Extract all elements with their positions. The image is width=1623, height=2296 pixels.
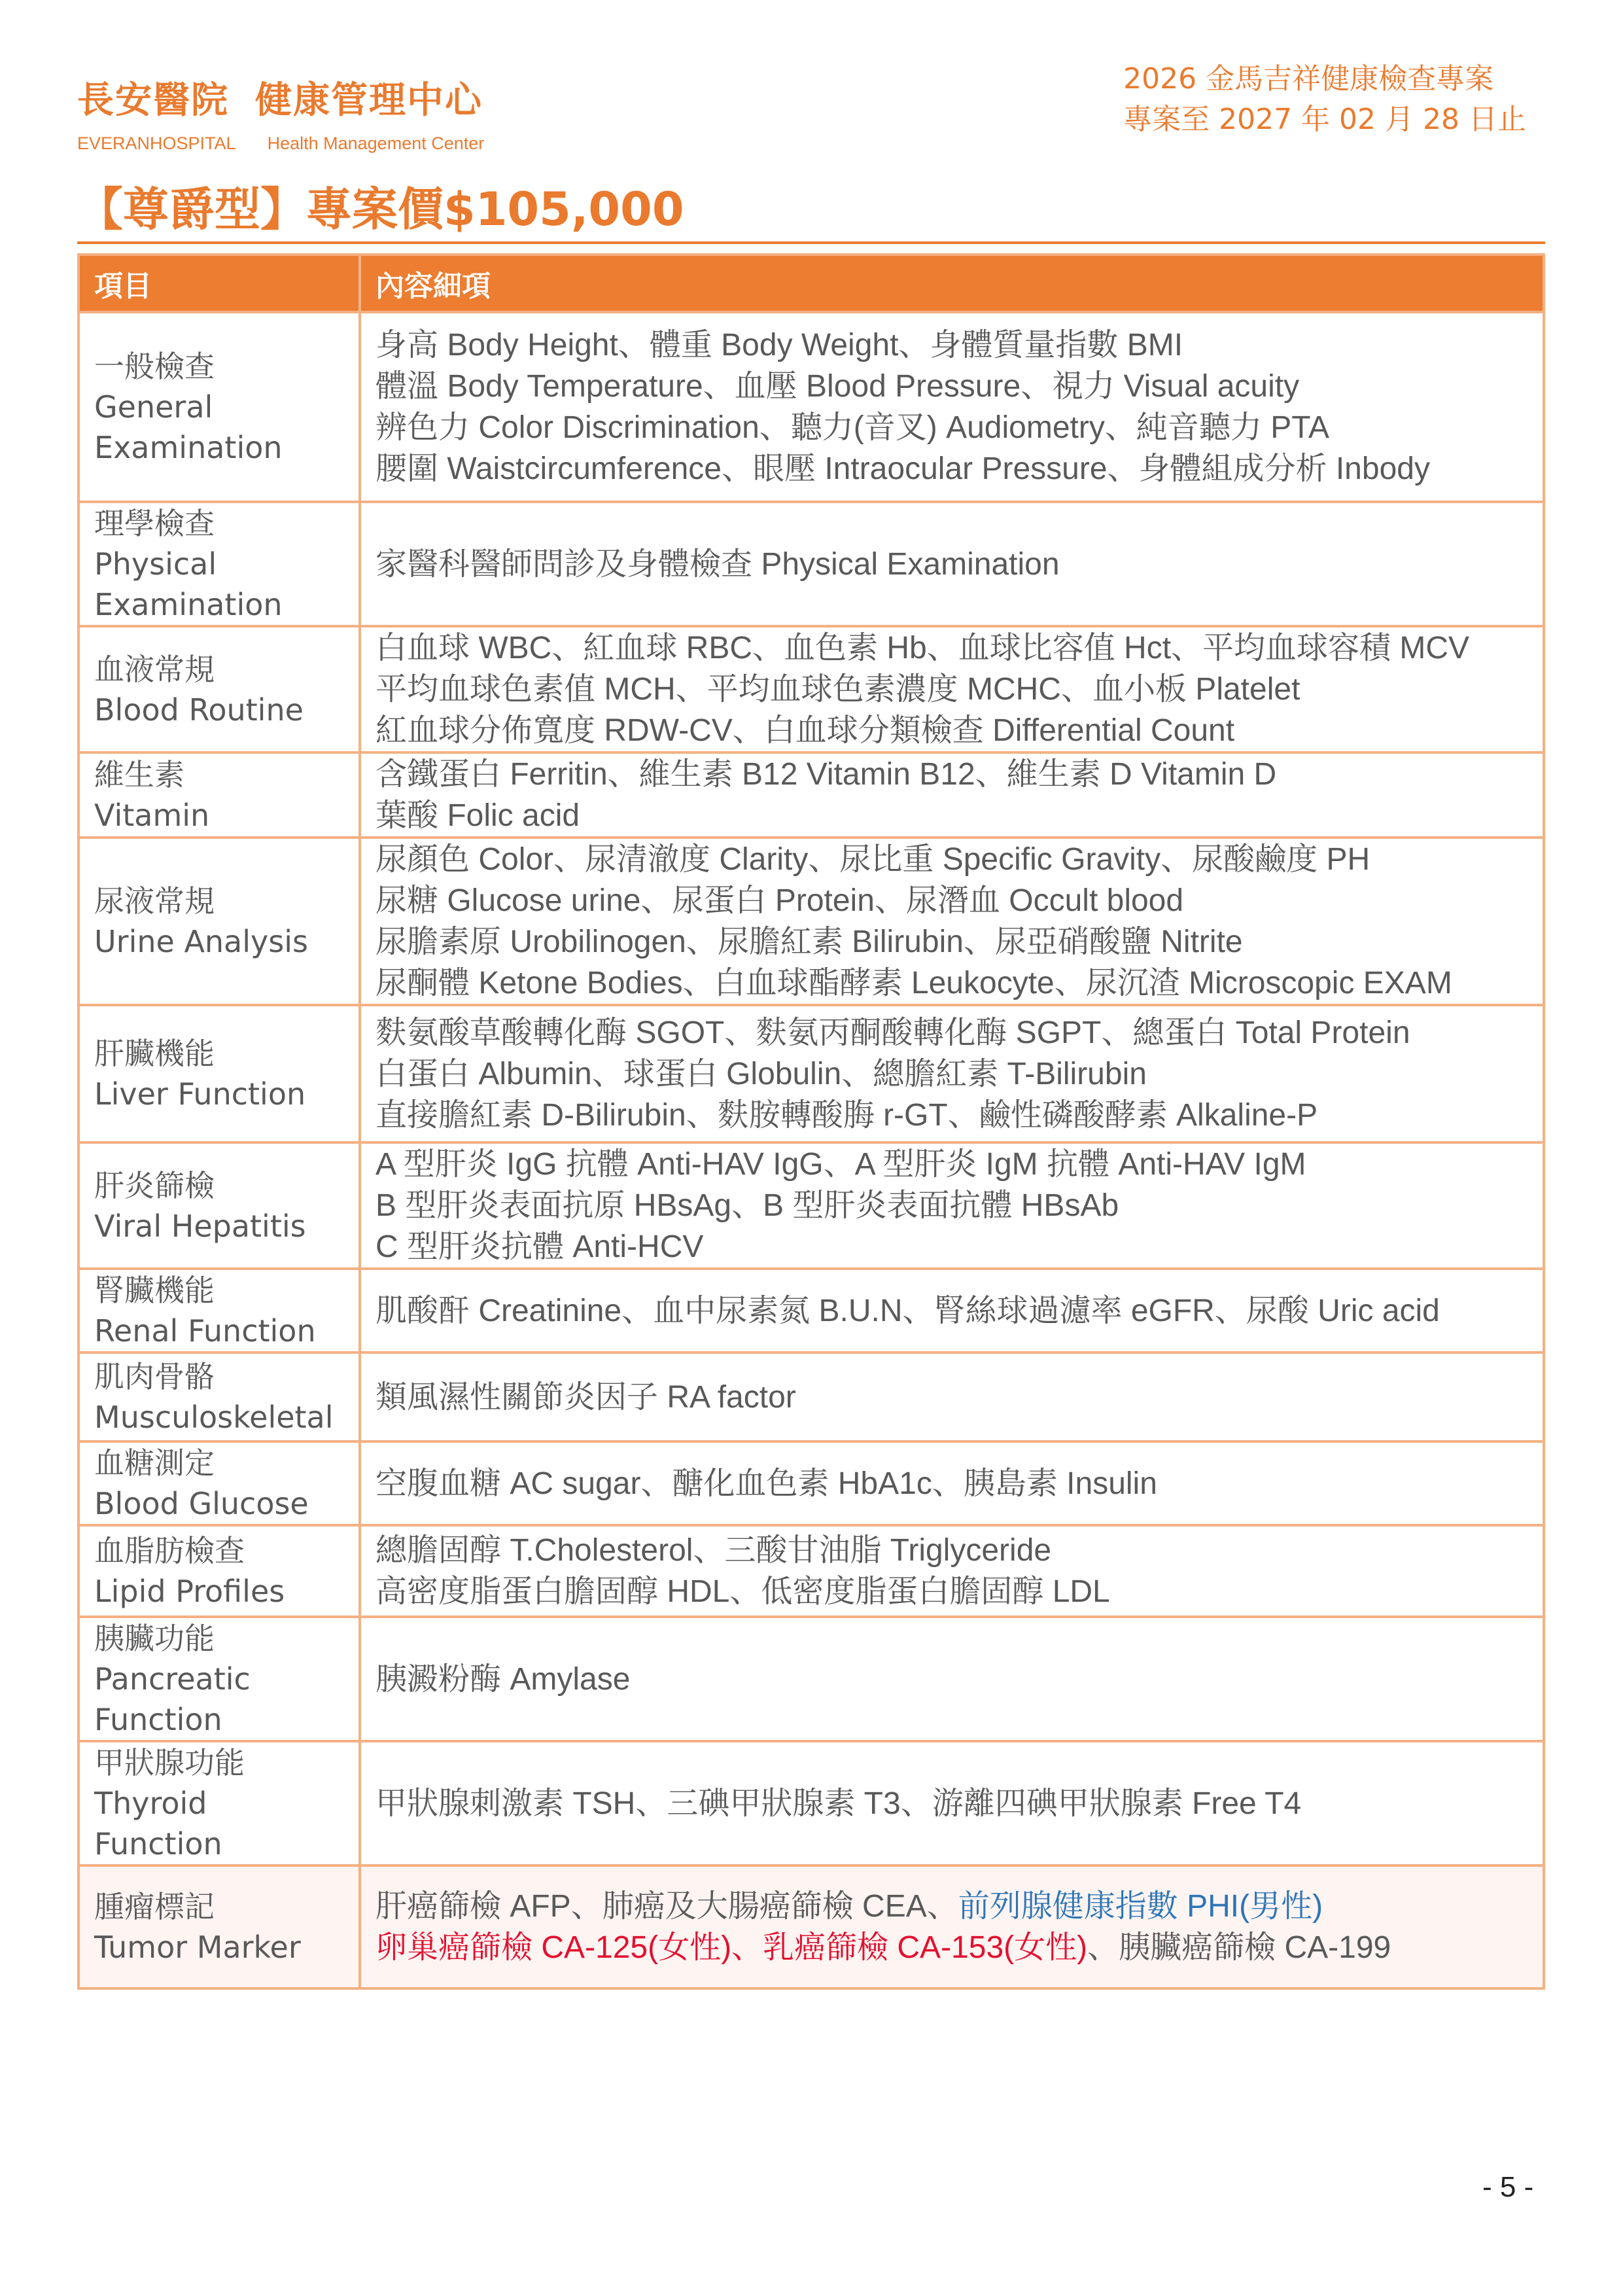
table-row — [79, 1865, 1544, 1988]
detail-line: A 型肝炎 IgG 抗體 Anti-HAV IgG、A 型肝炎 IgM 抗體 Anti-HAV IgM — [375, 1147, 1306, 1182]
detail-line: 空腹血糖 AC sugar、醣化血色素 HbA1c、胰島素 Insulin — [375, 1466, 1157, 1501]
item-category-cell — [79, 1865, 360, 1988]
item-category-cell — [79, 1525, 360, 1617]
item-name-zh: 維生素 — [94, 757, 184, 792]
item-details-cell — [360, 1005, 1544, 1142]
item-name-zh: 腎臟機能 — [94, 1273, 215, 1308]
item-name-zh: 血糖測定 — [94, 1445, 215, 1481]
item-name-en: Blood Routine — [94, 692, 304, 728]
detail-line: 高密度脂蛋白膽固醇 HDL、低密度脂蛋白膽固醇 LDL — [375, 1574, 1110, 1609]
center-name-en: Health Management Center — [267, 133, 485, 153]
item-category-cell — [79, 838, 360, 1005]
item-name-en: Examination — [94, 587, 283, 622]
item-details-cell — [360, 1525, 1544, 1617]
tumor-marker-general: 肝癌篩檢 AFP、肺癌及大腸癌篩檢 CEA、 — [375, 1889, 958, 1924]
table-row — [79, 502, 1544, 626]
item-category-cell — [79, 1352, 360, 1441]
item-details-cell — [360, 1441, 1544, 1525]
detail-line: 類風濕性關節炎因子 RA factor — [375, 1379, 796, 1415]
item-details-cell — [360, 752, 1544, 838]
detail-line: 辨色力 Color Discrimination、聽力(音叉) Audiometry、純音聽力 PTA — [375, 410, 1329, 445]
promo-validity: 專案至 2027 年 02 月 28 日止 — [1123, 103, 1526, 136]
detail-line: 家醫科醫師問診及身體檢查 Physical Examination — [375, 546, 1060, 582]
detail-line: 葉酸 Folic acid — [375, 798, 580, 833]
table-row — [79, 1142, 1544, 1269]
item-category-cell — [79, 312, 360, 502]
item-category-cell — [79, 626, 360, 752]
item-details-cell — [360, 1741, 1544, 1865]
item-details-cell — [360, 626, 1544, 752]
promo-title: 2026 金馬吉祥健康檢查專案 — [1123, 62, 1494, 96]
item-category-cell — [79, 1741, 360, 1865]
item-name-zh: 肌肉骨骼 — [94, 1359, 215, 1394]
detail-line: 體溫 Body Temperature、血壓 Blood Pressure、視力 Visual acuity — [375, 369, 1300, 404]
item-category-cell — [79, 1617, 360, 1741]
detail-line: 平均血球色素值 MCH、平均血球色素濃度 MCHC、血小板 Platelet — [375, 672, 1300, 707]
table-row — [79, 838, 1544, 1005]
detail-line — [375, 1927, 1528, 1968]
title-divider — [77, 241, 1545, 244]
detail-line: 尿膽素原 Urobilinogen、尿膽紅素 Bilirubin、尿亞硝酸鹽 Nitrite — [375, 925, 1243, 959]
table-row — [79, 1617, 1544, 1741]
detail-line: 尿糖 Glucose urine、尿蛋白 Protein、尿潛血 Occult blood — [375, 883, 1184, 918]
item-name-en: Musculoskeletal — [94, 1400, 334, 1435]
item-name-zh: 血脂肪檢查 — [94, 1533, 245, 1568]
detail-line: B 型肝炎表面抗原 HBsAg、B 型肝炎表面抗體 HBsAb — [375, 1188, 1119, 1223]
tumor-marker-male-only: 前列腺健康指數 PHI(男性) — [958, 1889, 1323, 1924]
item-name-en: Function — [94, 1702, 222, 1737]
detail-line: 肌酸酐 Creatinine、血中尿素氮 B.U.N、腎絲球過濾率 eGFR、尿酸 Uric acid — [375, 1293, 1440, 1328]
item-name-zh: 肝臟機能 — [94, 1036, 215, 1071]
tumor-marker-general: 、胰臟癌篩檢 CA-199 — [1087, 1930, 1391, 1965]
detail-line: 尿酮體 Ketone Bodies、白血球酯酵素 Leukocyte、尿沉渣 Microscopic EXAM — [375, 966, 1452, 1000]
detail-line: C 型肝炎抗體 Anti-HCV — [375, 1229, 704, 1264]
detail-line: 身高 Body Height、體重 Body Weight、身體質量指數 BMI — [375, 328, 1183, 362]
item-name-zh: 理學檢查 — [94, 506, 215, 541]
item-name-zh: 尿液常規 — [94, 883, 215, 919]
detail-line: 胰澱粉酶 Amylase — [375, 1661, 631, 1697]
table-header-row — [79, 255, 1544, 312]
detail-line: 尿顏色 Color、尿清澈度 Clarity、尿比重 Specific Gravity、尿酸鹼度 PH — [375, 842, 1370, 877]
table-row — [79, 1352, 1544, 1441]
hospital-name-en: EVERANHOSPITAL — [77, 133, 236, 153]
detail-line: 直接膽紅素 D-Bilirubin、麩胺轉酸脢 r-GT、鹼性磷酸酵素 Alkaline-P — [375, 1097, 1318, 1133]
item-name-en: Viral Hepatitis — [94, 1208, 306, 1244]
item-name-en: Liver Function — [94, 1076, 306, 1112]
package-items-table — [77, 253, 1545, 1990]
item-name-en: Tumor Marker — [94, 1930, 301, 1965]
item-name-en: Blood Glucose — [94, 1486, 309, 1521]
item-category-cell — [79, 1005, 360, 1142]
item-details-cell — [360, 312, 1544, 502]
hospital-name-zh: 長安醫院 — [77, 79, 229, 122]
item-name-zh: 腫瘤標記 — [94, 1889, 215, 1924]
detail-line: 白血球 WBC、紅血球 RBC、血色素 Hb、血球比容值 Hct、平均血球容積 MCV — [375, 631, 1470, 665]
table-row — [79, 312, 1544, 502]
table-row — [79, 626, 1544, 752]
brand-name-en — [77, 133, 484, 154]
item-category-cell — [79, 752, 360, 838]
item-name-en: Renal Function — [94, 1313, 316, 1349]
item-category-cell — [79, 1142, 360, 1269]
brand-name-zh — [77, 77, 484, 124]
detail-line: 含鐵蛋白 Ferritin、維生素 B12 Vitamin B12、維生素 D Vitamin D — [375, 757, 1277, 792]
detail-line: 腰圍 Waistcircumference、眼壓 Intraocular Pressure、身體組成分析 Inbody — [375, 451, 1430, 486]
item-details-cell — [360, 1269, 1544, 1352]
table-row — [79, 1525, 1544, 1617]
plan-title: 【尊爵型】專案價$105,000 — [77, 183, 684, 236]
detail-line: 白蛋白 Albumin、球蛋白 Globulin、總膽紅素 T-Bilirubin — [375, 1056, 1147, 1091]
item-category-cell — [79, 502, 360, 626]
table-row — [79, 1269, 1544, 1352]
hospital-brand — [77, 77, 484, 154]
item-name-en: Examination — [94, 430, 283, 465]
detail-line: 甲狀腺刺激素 TSH、三碘甲狀腺素 T3、游離四碘甲狀腺素 Free T4 — [375, 1786, 1302, 1821]
detail-line: 總膽固醇 T.Cholesterol、三酸甘油脂 Triglyceride — [375, 1533, 1052, 1568]
item-details-cell — [360, 838, 1544, 1005]
item-name-en: General — [94, 389, 213, 425]
item-name-en: Thyroid Function — [94, 1786, 222, 1862]
table-row — [79, 1741, 1544, 1865]
center-name-zh: 健康管理中心 — [255, 79, 483, 122]
item-details-cell — [360, 1142, 1544, 1269]
item-name-en: Pancreatic — [94, 1661, 251, 1697]
item-name-en: Urine Analysis — [94, 924, 308, 959]
detail-line: 紅血球分佈寬度 RDW-CV、白血球分類檢查 Differential Count — [375, 713, 1235, 748]
item-details-cell — [360, 1617, 1544, 1741]
item-name-en: Vitamin — [94, 798, 210, 833]
item-name-en: Lipid Profiles — [94, 1574, 285, 1609]
item-details-cell — [360, 502, 1544, 626]
column-header-details: 內容細項 — [360, 255, 1544, 312]
item-name-zh: 血液常規 — [94, 651, 215, 687]
item-name-zh: 甲狀腺功能 — [94, 1745, 245, 1780]
item-name-zh: 一般檢查 — [94, 349, 215, 384]
table-row — [79, 752, 1544, 838]
item-category-cell — [79, 1441, 360, 1525]
table-row — [79, 1441, 1544, 1525]
detail-line — [375, 1886, 1528, 1927]
column-header-item: 項目 — [79, 255, 360, 312]
item-details-cell — [360, 1352, 1544, 1441]
item-category-cell — [79, 1269, 360, 1352]
page-number: - 5 - — [1482, 2171, 1534, 2203]
tumor-marker-female-only: 卵巢癌篩檢 CA-125(女性)、乳癌篩檢 CA-153(女性) — [375, 1930, 1088, 1965]
item-name-en: Physical — [94, 546, 217, 582]
item-details-cell — [360, 1865, 1544, 1988]
item-name-zh: 胰臟功能 — [94, 1621, 215, 1656]
detail-line: 麩氨酸草酸轉化酶 SGOT、麩氨丙酮酸轉化酶 SGPT、總蛋白 Total Protein — [375, 1015, 1410, 1050]
item-name-zh: 肝炎篩檢 — [94, 1167, 215, 1203]
table-row — [79, 1005, 1544, 1142]
promo-info — [1123, 59, 1526, 140]
